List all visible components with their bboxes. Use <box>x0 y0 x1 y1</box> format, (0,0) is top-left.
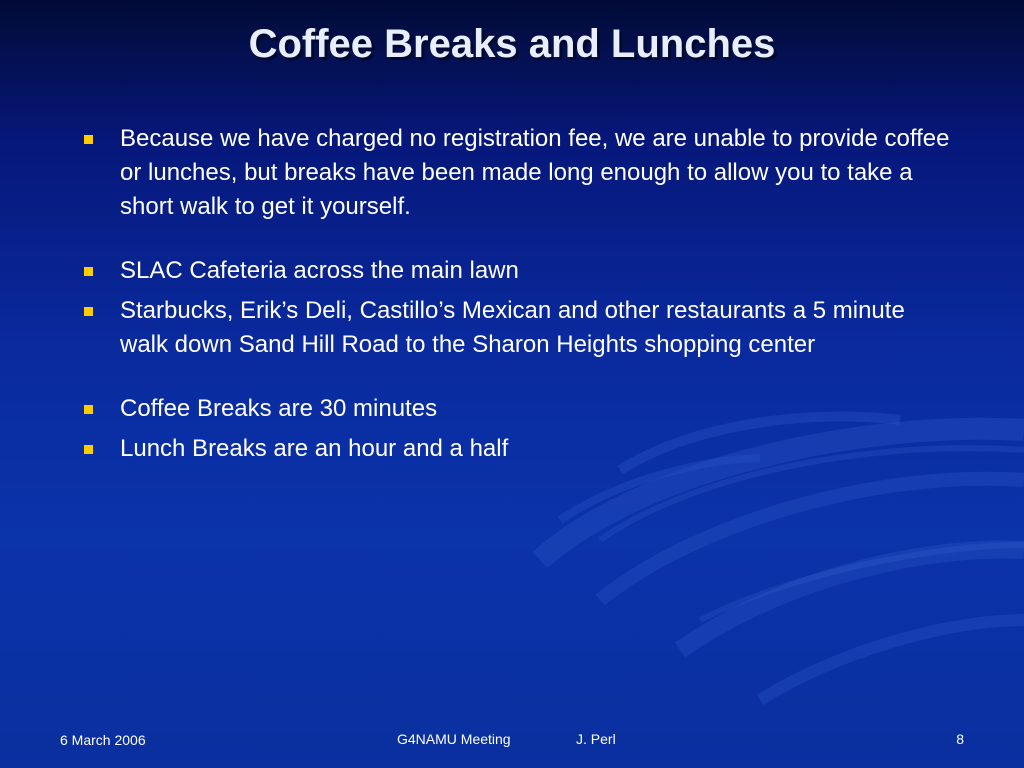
slide-number: 8 <box>956 731 964 747</box>
footer-author: J. Perl <box>576 731 616 747</box>
square-bullet-icon <box>84 267 93 276</box>
bullet-text: SLAC Cafeteria across the main lawn <box>120 257 519 284</box>
bullet-item <box>84 432 954 466</box>
bullet-text: Lunch Breaks are an hour and a half <box>120 435 509 462</box>
footer-meeting-name: G4NAMU Meeting <box>397 731 511 747</box>
square-bullet-icon <box>84 405 93 414</box>
bullet-item <box>84 294 954 362</box>
bullet-text: Starbucks, Erik’s Deli, Castillo’s Mexican and other restaurants a 5 minute walk down Sand Hill Road to the Sharon Heights shopping center <box>120 297 905 358</box>
bullet-item <box>84 122 954 224</box>
footer-date: 6 March 2006 <box>60 732 146 748</box>
bullet-text: Because we have charged no registration fee, we are unable to provide coffee or lunches, but breaks have been made long enough to allow you to take a short walk to get it yourself. <box>120 125 950 220</box>
bullet-text: Coffee Breaks are 30 minutes <box>120 395 438 422</box>
square-bullet-icon <box>84 307 93 316</box>
slide-title: Coffee Breaks and Lunches <box>248 22 776 66</box>
square-bullet-icon <box>84 445 93 454</box>
square-bullet-icon <box>84 135 93 144</box>
bullet-item <box>84 254 954 288</box>
bullet-list <box>84 122 954 466</box>
bullet-item <box>84 392 954 426</box>
